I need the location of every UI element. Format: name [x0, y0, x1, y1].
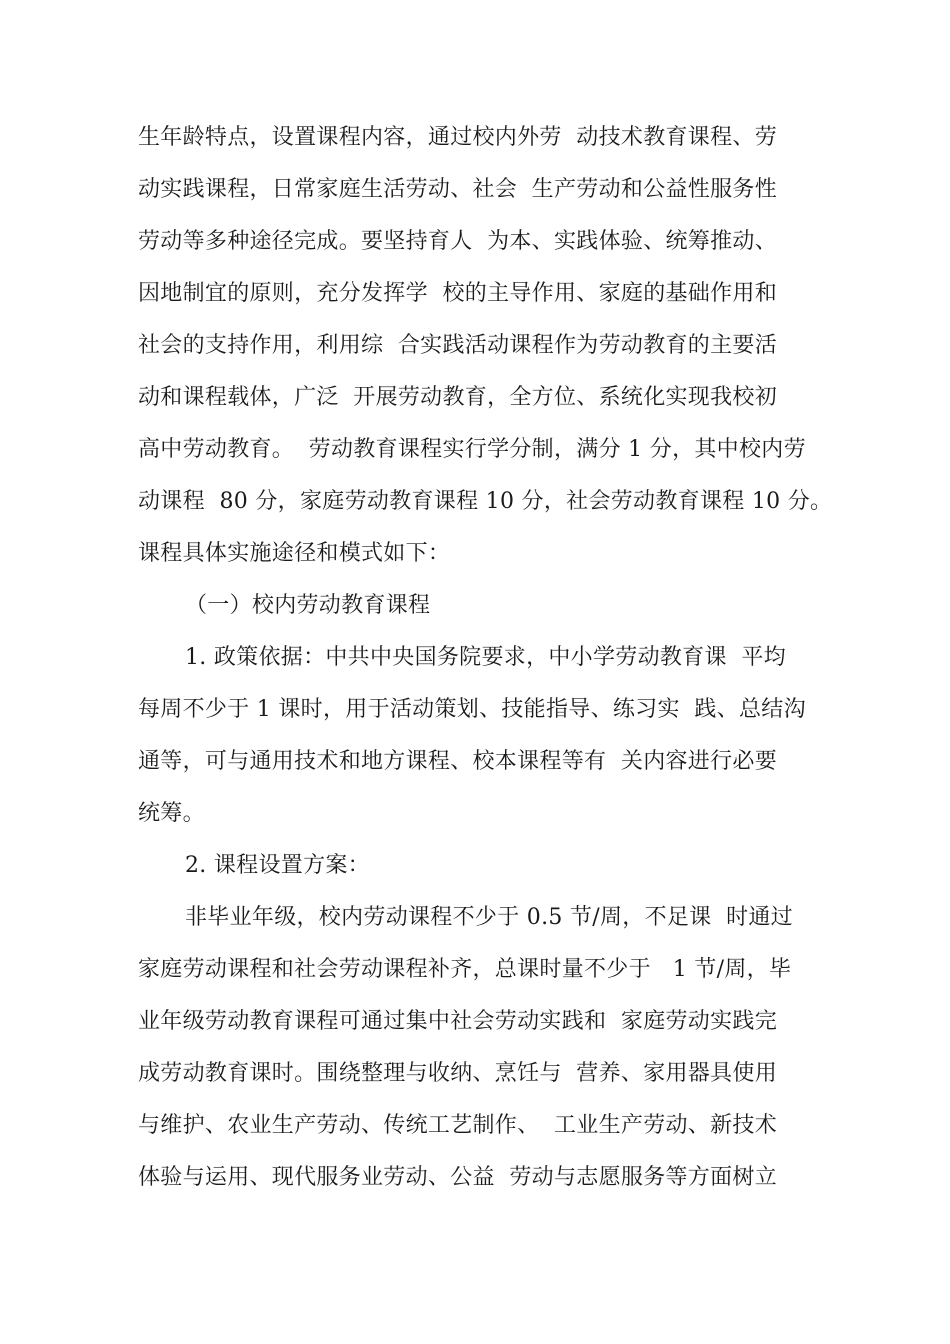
text-line: 动和课程载体，广泛 开展劳动教育，全方位、系统化实现我校初 [138, 385, 777, 410]
text-line: 体验与运用、现代服务业劳动、公益 劳动与志愿服务等方面树立 [138, 1165, 777, 1190]
text-line: 动实践课程，日常家庭生活劳动、社会 生产劳动和公益性服务性 [138, 177, 777, 202]
subsection-heading: 2. 课程设置方案： [185, 853, 370, 878]
text-line: 劳动等多种途径完成。要坚持育人 为本、实践体验、统筹推动、 [138, 229, 777, 254]
text-line: 成劳动教育课时。围绕整理与收纳、烹饪与 营养、家用器具使用 [138, 1061, 777, 1086]
text-line: 家庭劳动课程和社会劳动课程补齐，总课时量不少于 1 节/周，毕 [138, 957, 792, 982]
section-heading: （一）校内劳动教育课程 [185, 593, 431, 618]
text-line: 动课程 80 分，家庭劳动教育课程 10 分，社会劳动教育课程 10 分。 [138, 489, 833, 514]
text-line: 课程具体实施途径和模式如下： [138, 541, 451, 566]
text-line: 因地制宜的原则，充分发挥学 校的主导作用、家庭的基础作用和 [138, 281, 777, 306]
text-line: 非毕业年级，校内劳动课程不少于 0.5 节/周，不足课 时通过 [185, 905, 793, 930]
text-line: 社会的支持作用，利用综 合实践活动课程作为劳动教育的主要活 [138, 333, 777, 358]
text-line: 1. 政策依据：中共中央国务院要求，中小学劳动教育课 平均 [185, 645, 786, 670]
text-line: 每周不少于 1 课时，用于活动策划、技能指导、练习实 践、总结沟 [138, 697, 806, 722]
text-line: 业年级劳动教育课程可通过集中社会劳动实践和 家庭劳动实践完 [138, 1009, 777, 1034]
text-line: 生年龄特点，设置课程内容，通过校内外劳 动技术教育课程、劳 [138, 125, 777, 150]
text-line: 与维护、农业生产劳动、传统工艺制作、 工业生产劳动、新技术 [138, 1113, 777, 1138]
text-line: 通等，可与通用技术和地方课程、校本课程等有 关内容进行必要 [138, 749, 777, 774]
text-line: 统筹。 [138, 801, 205, 826]
text-line: 高中劳动教育。 劳动教育课程实行学分制，满分 1 分，其中校内劳 [138, 437, 806, 462]
